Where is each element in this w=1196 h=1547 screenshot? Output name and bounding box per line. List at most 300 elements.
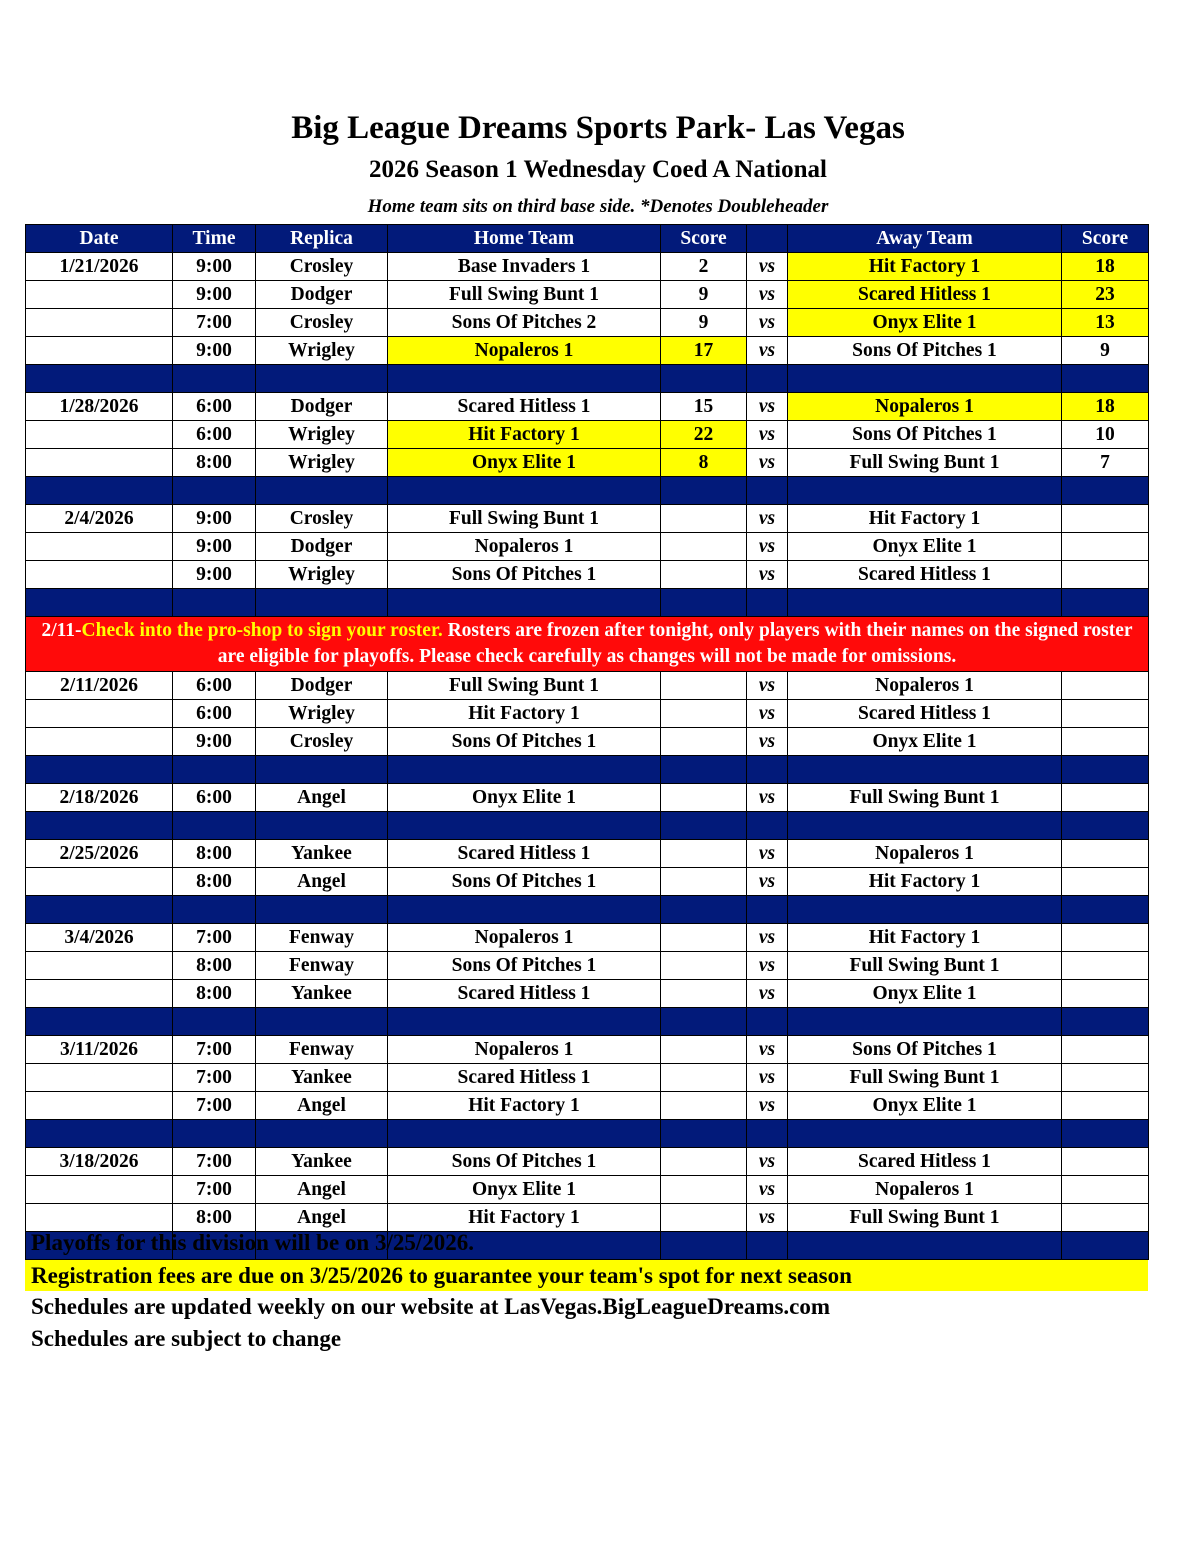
table-header-row [26, 225, 1149, 253]
away-score-cell [1062, 1148, 1149, 1176]
away-team-cell: Onyx Elite 1 [788, 980, 1062, 1008]
separator-cell [661, 896, 747, 924]
home-team-cell: Scared Hitless 1 [388, 980, 661, 1008]
separator-cell [788, 1008, 1062, 1036]
separator-cell [173, 589, 256, 617]
separator-cell [173, 896, 256, 924]
date-cell [26, 980, 173, 1008]
home-team-cell: Nopaleros 1 [388, 533, 661, 561]
table-row [26, 840, 1149, 868]
vs-cell: vs [747, 784, 788, 812]
vs-cell: vs [747, 505, 788, 533]
home-team-cell: Scared Hitless 1 [388, 393, 661, 421]
schedule-table [25, 224, 1149, 1260]
vs-cell: vs [747, 1064, 788, 1092]
col-header-home-team: Home Team [388, 225, 661, 253]
away-team-cell: Full Swing Bunt 1 [788, 784, 1062, 812]
separator-cell [256, 756, 388, 784]
away-team-cell: Scared Hitless 1 [788, 561, 1062, 589]
notice-text: Rosters are frozen after tonight, only players with their names on the signed roster are eligible for playoffs. Please check carefully as changes will not be made for omissions. [217, 620, 1133, 667]
home-team-cell: Nopaleros 1 [388, 337, 661, 365]
date-cell [26, 281, 173, 309]
table-row [26, 728, 1149, 756]
separator-cell [173, 812, 256, 840]
separator-row [26, 1008, 1149, 1036]
separator-cell [388, 1008, 661, 1036]
table-row [26, 700, 1149, 728]
home-score-cell [661, 505, 747, 533]
time-cell: 7:00 [173, 1036, 256, 1064]
replica-cell: Wrigley [256, 337, 388, 365]
vs-cell: vs [747, 533, 788, 561]
replica-cell: Wrigley [256, 449, 388, 477]
separator-cell [661, 589, 747, 617]
home-score-cell: 15 [661, 393, 747, 421]
replica-cell: Angel [256, 1092, 388, 1120]
vs-cell: vs [747, 393, 788, 421]
vs-cell: vs [747, 728, 788, 756]
separator-row [26, 589, 1149, 617]
home-score-cell: 2 [661, 253, 747, 281]
away-team-cell: Scared Hitless 1 [788, 1148, 1062, 1176]
away-team-cell: Hit Factory 1 [788, 868, 1062, 896]
away-score-cell [1062, 700, 1149, 728]
home-score-cell [661, 868, 747, 896]
replica-cell: Crosley [256, 253, 388, 281]
time-cell: 8:00 [173, 449, 256, 477]
website-note: Schedules are updated weekly on our website at LasVegas.BigLeagueDreams.com [31, 1294, 831, 1319]
separator-cell [256, 812, 388, 840]
replica-cell: Dodger [256, 672, 388, 700]
date-cell: 2/25/2026 [26, 840, 173, 868]
home-team-cell: Hit Factory 1 [388, 1092, 661, 1120]
vs-cell: vs [747, 1204, 788, 1232]
replica-cell: Fenway [256, 1036, 388, 1064]
home-score-cell [661, 728, 747, 756]
separator-cell [388, 1120, 661, 1148]
home-score-cell: 17 [661, 337, 747, 365]
away-score-cell: 7 [1062, 449, 1149, 477]
table-row [26, 449, 1149, 477]
home-score-cell [661, 1204, 747, 1232]
away-score-cell [1062, 784, 1149, 812]
away-team-cell: Nopaleros 1 [788, 672, 1062, 700]
table-row [26, 421, 1149, 449]
vs-cell: vs [747, 672, 788, 700]
separator-row [26, 812, 1149, 840]
home-score-cell [661, 784, 747, 812]
replica-cell: Crosley [256, 309, 388, 337]
vs-cell: vs [747, 449, 788, 477]
away-team-cell: Hit Factory 1 [788, 253, 1062, 281]
table-row [26, 281, 1149, 309]
separator-cell [788, 1120, 1062, 1148]
separator-row [26, 896, 1149, 924]
away-team-cell: Onyx Elite 1 [788, 533, 1062, 561]
away-team-cell: Hit Factory 1 [788, 924, 1062, 952]
table-row [26, 561, 1149, 589]
home-team-cell: Onyx Elite 1 [388, 1176, 661, 1204]
col-header-home-score: Score [661, 225, 747, 253]
separator-cell [388, 477, 661, 505]
separator-cell [1062, 477, 1149, 505]
time-cell: 8:00 [173, 1204, 256, 1232]
replica-cell: Crosley [256, 728, 388, 756]
separator-cell [256, 365, 388, 393]
separator-cell [1062, 1008, 1149, 1036]
away-team-cell: Full Swing Bunt 1 [788, 1064, 1062, 1092]
replica-cell: Wrigley [256, 561, 388, 589]
time-cell: 6:00 [173, 421, 256, 449]
date-cell [26, 952, 173, 980]
time-cell: 8:00 [173, 868, 256, 896]
col-header-date: Date [26, 225, 173, 253]
away-score-cell [1062, 533, 1149, 561]
col-header-time: Time [173, 225, 256, 253]
vs-cell: vs [747, 700, 788, 728]
date-cell [26, 309, 173, 337]
home-score-cell [661, 1092, 747, 1120]
away-team-cell: Full Swing Bunt 1 [788, 1204, 1062, 1232]
separator-cell [256, 1008, 388, 1036]
vs-cell: vs [747, 253, 788, 281]
away-score-cell: 9 [1062, 337, 1149, 365]
home-team-cell: Sons Of Pitches 1 [388, 952, 661, 980]
away-score-cell [1062, 868, 1149, 896]
separator-cell [173, 756, 256, 784]
away-score-cell [1062, 1176, 1149, 1204]
separator-cell [388, 812, 661, 840]
time-cell: 8:00 [173, 980, 256, 1008]
separator-cell [173, 365, 256, 393]
time-cell: 7:00 [173, 1064, 256, 1092]
separator-cell [26, 756, 173, 784]
table-row [26, 672, 1149, 700]
roster-notice [26, 617, 1149, 672]
time-cell: 9:00 [173, 533, 256, 561]
separator-cell [388, 756, 661, 784]
home-team-cell: Hit Factory 1 [388, 421, 661, 449]
date-cell [26, 533, 173, 561]
away-team-cell: Sons Of Pitches 1 [788, 337, 1062, 365]
home-team-cell: Full Swing Bunt 1 [388, 505, 661, 533]
date-cell: 3/4/2026 [26, 924, 173, 952]
home-score-cell [661, 672, 747, 700]
time-cell: 9:00 [173, 505, 256, 533]
vs-cell: vs [747, 952, 788, 980]
time-cell: 6:00 [173, 393, 256, 421]
home-team-note: Home team sits on third base side. *Denotes Doubleheader [367, 196, 829, 217]
date-cell: 3/11/2026 [26, 1036, 173, 1064]
home-score-cell [661, 700, 747, 728]
time-cell: 8:00 [173, 840, 256, 868]
vs-cell: vs [747, 1036, 788, 1064]
away-team-cell: Onyx Elite 1 [788, 728, 1062, 756]
notice-highlight: Check into the pro-shop to sign your roster. [81, 620, 443, 641]
separator-cell [256, 1120, 388, 1148]
vs-cell: vs [747, 924, 788, 952]
page-title: Big League Dreams Sports Park- Las Vegas [291, 110, 905, 146]
away-score-cell [1062, 561, 1149, 589]
separator-cell [1062, 756, 1149, 784]
separator-row [26, 477, 1149, 505]
away-team-cell: Full Swing Bunt 1 [788, 952, 1062, 980]
separator-cell [26, 477, 173, 505]
away-score-cell: 13 [1062, 309, 1149, 337]
home-score-cell [661, 561, 747, 589]
date-cell: 2/11/2026 [26, 672, 173, 700]
home-score-cell [661, 1064, 747, 1092]
date-cell [26, 700, 173, 728]
vs-cell: vs [747, 1176, 788, 1204]
table-row [26, 393, 1149, 421]
replica-cell: Fenway [256, 924, 388, 952]
separator-cell [747, 1120, 788, 1148]
date-cell: 1/28/2026 [26, 393, 173, 421]
date-cell [26, 1176, 173, 1204]
vs-cell: vs [747, 868, 788, 896]
away-score-cell [1062, 1036, 1149, 1064]
date-cell [26, 449, 173, 477]
separator-cell [747, 812, 788, 840]
separator-cell [388, 896, 661, 924]
vs-cell: vs [747, 281, 788, 309]
home-team-cell: Sons Of Pitches 1 [388, 561, 661, 589]
registration-note: Registration fees are due on 3/25/2026 to guarantee your team's spot for next season [25, 1260, 1148, 1291]
separator-cell [1062, 589, 1149, 617]
away-score-cell: 18 [1062, 393, 1149, 421]
away-score-cell: 18 [1062, 253, 1149, 281]
separator-cell [256, 589, 388, 617]
home-team-cell: Hit Factory 1 [388, 700, 661, 728]
away-score-cell [1062, 1204, 1149, 1232]
time-cell: 7:00 [173, 924, 256, 952]
home-team-cell: Sons Of Pitches 1 [388, 728, 661, 756]
separator-cell [26, 1120, 173, 1148]
separator-cell [256, 477, 388, 505]
schedule-body [26, 253, 1149, 1260]
change-note: Schedules are subject to change [31, 1326, 342, 1351]
table-row [26, 309, 1149, 337]
replica-cell: Dodger [256, 533, 388, 561]
separator-cell [173, 477, 256, 505]
separator-cell [747, 756, 788, 784]
home-score-cell [661, 1148, 747, 1176]
vs-cell: vs [747, 309, 788, 337]
table-row [26, 784, 1149, 812]
away-team-cell: Sons Of Pitches 1 [788, 1036, 1062, 1064]
separator-cell [661, 812, 747, 840]
separator-cell [26, 896, 173, 924]
table-row [26, 980, 1149, 1008]
date-cell [26, 337, 173, 365]
separator-cell [747, 1008, 788, 1036]
time-cell: 9:00 [173, 253, 256, 281]
separator-cell [26, 589, 173, 617]
replica-cell: Yankee [256, 1148, 388, 1176]
replica-cell: Angel [256, 1204, 388, 1232]
replica-cell: Wrigley [256, 700, 388, 728]
home-team-cell: Sons Of Pitches 2 [388, 309, 661, 337]
date-cell: 2/18/2026 [26, 784, 173, 812]
replica-cell: Yankee [256, 980, 388, 1008]
home-team-cell: Scared Hitless 1 [388, 840, 661, 868]
away-score-cell [1062, 672, 1149, 700]
replica-cell: Crosley [256, 505, 388, 533]
home-team-cell: Sons Of Pitches 1 [388, 1148, 661, 1176]
table-row [26, 1204, 1149, 1232]
home-score-cell: 9 [661, 309, 747, 337]
separator-cell [661, 365, 747, 393]
date-cell [26, 1204, 173, 1232]
separator-cell [1062, 365, 1149, 393]
separator-cell [388, 589, 661, 617]
col-header-away-team: Away Team [788, 225, 1062, 253]
home-team-cell: Sons Of Pitches 1 [388, 868, 661, 896]
table-row [26, 1148, 1149, 1176]
separator-cell [173, 1120, 256, 1148]
away-team-cell: Nopaleros 1 [788, 1176, 1062, 1204]
notice-date: 2/11- [41, 620, 82, 641]
separator-cell [747, 477, 788, 505]
separator-cell [661, 756, 747, 784]
separator-cell [388, 365, 661, 393]
separator-cell [661, 477, 747, 505]
col-header-away-score: Score [1062, 225, 1149, 253]
home-team-cell: Onyx Elite 1 [388, 784, 661, 812]
away-team-cell: Nopaleros 1 [788, 393, 1062, 421]
table-row [26, 533, 1149, 561]
table-row [26, 1092, 1149, 1120]
date-cell [26, 421, 173, 449]
home-score-cell: 9 [661, 281, 747, 309]
home-score-cell [661, 980, 747, 1008]
time-cell: 6:00 [173, 672, 256, 700]
away-score-cell [1062, 980, 1149, 1008]
separator-cell [1062, 1120, 1149, 1148]
away-score-cell [1062, 728, 1149, 756]
vs-cell: vs [747, 1092, 788, 1120]
roster-notice-row [26, 617, 1149, 672]
away-score-cell [1062, 505, 1149, 533]
home-score-cell: 22 [661, 421, 747, 449]
separator-cell [256, 896, 388, 924]
away-team-cell: Nopaleros 1 [788, 840, 1062, 868]
table-row [26, 952, 1149, 980]
home-team-cell: Nopaleros 1 [388, 1036, 661, 1064]
date-cell [26, 561, 173, 589]
home-score-cell: 8 [661, 449, 747, 477]
away-score-cell [1062, 840, 1149, 868]
away-team-cell: Sons Of Pitches 1 [788, 421, 1062, 449]
away-team-cell: Scared Hitless 1 [788, 700, 1062, 728]
separator-cell [661, 1120, 747, 1148]
col-header-replica: Replica [256, 225, 388, 253]
separator-cell [788, 477, 1062, 505]
time-cell: 7:00 [173, 1148, 256, 1176]
date-cell [26, 1092, 173, 1120]
date-cell [26, 868, 173, 896]
away-team-cell: Full Swing Bunt 1 [788, 449, 1062, 477]
playoffs-note: Playoffs for this division will be on 3/25/2026. [31, 1230, 475, 1255]
separator-cell [747, 896, 788, 924]
separator-cell [747, 589, 788, 617]
home-score-cell [661, 924, 747, 952]
table-row [26, 253, 1149, 281]
away-score-cell: 10 [1062, 421, 1149, 449]
home-team-cell: Full Swing Bunt 1 [388, 672, 661, 700]
date-cell: 1/21/2026 [26, 253, 173, 281]
home-score-cell [661, 1176, 747, 1204]
replica-cell: Dodger [256, 393, 388, 421]
time-cell: 6:00 [173, 700, 256, 728]
separator-cell [788, 756, 1062, 784]
time-cell: 8:00 [173, 952, 256, 980]
time-cell: 9:00 [173, 281, 256, 309]
replica-cell: Angel [256, 784, 388, 812]
separator-cell [788, 589, 1062, 617]
away-score-cell: 23 [1062, 281, 1149, 309]
home-team-cell: Scared Hitless 1 [388, 1064, 661, 1092]
table-row [26, 1036, 1149, 1064]
away-score-cell [1062, 924, 1149, 952]
replica-cell: Dodger [256, 281, 388, 309]
date-cell [26, 728, 173, 756]
away-team-cell: Onyx Elite 1 [788, 1092, 1062, 1120]
date-cell: 2/4/2026 [26, 505, 173, 533]
col-header-vs [747, 225, 788, 253]
separator-cell [661, 1008, 747, 1036]
home-score-cell [661, 533, 747, 561]
away-team-cell: Scared Hitless 1 [788, 281, 1062, 309]
replica-cell: Angel [256, 1176, 388, 1204]
separator-cell [26, 1008, 173, 1036]
table-row [26, 1176, 1149, 1204]
home-team-cell: Nopaleros 1 [388, 924, 661, 952]
page-subtitle: 2026 Season 1 Wednesday Coed A National [369, 156, 827, 183]
separator-cell [788, 896, 1062, 924]
separator-row [26, 756, 1149, 784]
separator-cell [747, 365, 788, 393]
separator-cell [26, 812, 173, 840]
vs-cell: vs [747, 1148, 788, 1176]
home-score-cell [661, 1036, 747, 1064]
time-cell: 9:00 [173, 561, 256, 589]
time-cell: 7:00 [173, 1176, 256, 1204]
separator-cell [788, 812, 1062, 840]
separator-cell [1062, 896, 1149, 924]
home-team-cell: Onyx Elite 1 [388, 449, 661, 477]
vs-cell: vs [747, 980, 788, 1008]
home-team-cell: Full Swing Bunt 1 [388, 281, 661, 309]
replica-cell: Fenway [256, 952, 388, 980]
vs-cell: vs [747, 337, 788, 365]
replica-cell: Yankee [256, 1064, 388, 1092]
away-score-cell [1062, 952, 1149, 980]
separator-cell [1062, 812, 1149, 840]
separator-row [26, 365, 1149, 393]
home-team-cell: Base Invaders 1 [388, 253, 661, 281]
home-score-cell [661, 952, 747, 980]
away-score-cell [1062, 1064, 1149, 1092]
replica-cell: Wrigley [256, 421, 388, 449]
time-cell: 6:00 [173, 784, 256, 812]
vs-cell: vs [747, 561, 788, 589]
home-team-cell: Hit Factory 1 [388, 1204, 661, 1232]
date-cell [26, 1064, 173, 1092]
date-cell: 3/18/2026 [26, 1148, 173, 1176]
time-cell: 9:00 [173, 728, 256, 756]
